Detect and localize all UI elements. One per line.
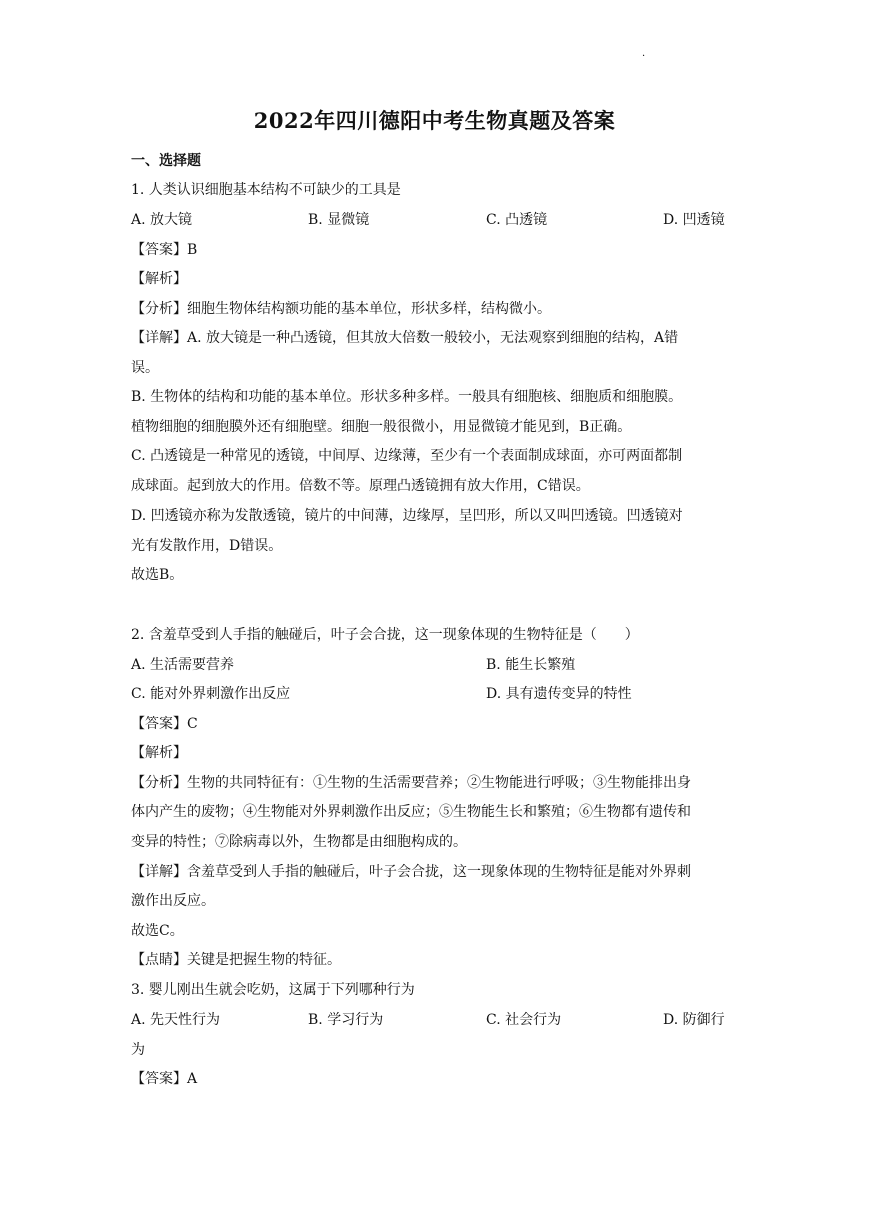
q2-fenxi-line2: 体内产生的废物；④生物能对外界刺激作出反应；⑤生物能生长和繁殖；⑥生物都有遗传和	[131, 804, 691, 820]
q1-c-line1: C. 凸透镜是一种常见的透镜，中间厚、边缘薄，至少有一个表面制成球面，亦可两面都制	[131, 448, 683, 464]
q1-c-line2: 成球面。起到放大的作用。倍数不等。原理凸透镜拥有放大作用，C错误。	[131, 478, 590, 494]
q3-stem: 3. 婴儿刚出生就会吃奶，这属于下列哪种行为	[131, 982, 415, 998]
q1-b-line1: B. 生物体的结构和功能的基本单位。形状多种多样。一般具有细胞核、细胞质和细胞膜。	[131, 389, 683, 405]
q1-d-line1: D. 凹透镜亦称为发散透镜，镜片的中间薄，边缘厚，呈凹形，所以又叫凹透镜。凹透镜对	[131, 508, 683, 524]
q1-analysis-heading: 【解析】	[131, 271, 187, 287]
q2-analysis-heading: 【解析】	[131, 745, 187, 761]
q1-option-b: B. 显微镜	[308, 212, 370, 228]
q3-option-b: B. 学习行为	[308, 1012, 384, 1028]
q1-xiangjie-line1: 【详解】A. 放大镜是一种凸透镜，但其放大倍数一般较小，无法观察到细胞的结构，A错	[131, 330, 679, 346]
q3-option-d: D. 防御行	[663, 1012, 725, 1028]
section-heading: 一、选择题	[131, 153, 201, 169]
q3-option-a: A. 先天性行为	[131, 1012, 221, 1028]
header-mark: ·	[642, 51, 646, 62]
q1-option-c: C. 凸透镜	[486, 212, 548, 228]
q2-fenxi-line3: 变异的特性；⑦除病毒以外，生物都是由细胞构成的。	[131, 834, 467, 850]
q2-fenxi-line1: 【分析】生物的共同特征有：①生物的生活需要营养；②生物能进行呼吸；③生物能排出身	[131, 775, 691, 791]
q2-option-d: D. 具有遗传变异的特性	[486, 686, 632, 702]
q3-option-d-wrap: 为	[131, 1042, 145, 1058]
q1-choice: 故选B。	[131, 567, 184, 583]
page-title: 2022年四川德阳中考生物真题及答案	[253, 108, 616, 133]
q3-option-c: C. 社会行为	[486, 1012, 562, 1028]
q1-fenxi: 【分析】细胞生物体结构额功能的基本单位，形状多样，结构微小。	[131, 301, 551, 317]
q2-option-b: B. 能生长繁殖	[486, 657, 576, 673]
q2-stem: 2. 含羞草受到人手指的触碰后，叶子会合拢，这一现象体现的生物特征是（ ）	[131, 627, 639, 643]
q1-option-a: A. 放大镜	[131, 212, 193, 228]
q3-answer: 【答案】A	[131, 1071, 198, 1087]
q2-choice: 故选C。	[131, 923, 184, 939]
q1-option-d: D. 凹透镜	[663, 212, 725, 228]
q1-d-line2: 光有发散作用，D错误。	[131, 538, 283, 554]
q2-answer: 【答案】C	[131, 716, 198, 732]
q2-xiangjie-line1: 【详解】含羞草受到人手指的触碰后，叶子会合拢，这一现象体现的生物特征是能对外界刺	[131, 864, 691, 880]
q2-xiangjie-line2: 激作出反应。	[131, 893, 215, 909]
q2-dianjing: 【点睛】关键是把握生物的特征。	[131, 952, 341, 968]
q1-xiangjie-line2: 误。	[131, 360, 159, 376]
q1-answer: 【答案】B	[131, 242, 198, 258]
q2-option-a: A. 生活需要营养	[131, 657, 235, 673]
q1-stem: 1. 人类认识细胞基本结构不可缺少的工具是	[131, 182, 401, 198]
q1-b-line2: 植物细胞的细胞膜外还有细胞壁。细胞一般很微小，用显微镜才能见到，B正确。	[131, 419, 632, 435]
q2-option-c: C. 能对外界刺激作出反应	[131, 686, 291, 702]
